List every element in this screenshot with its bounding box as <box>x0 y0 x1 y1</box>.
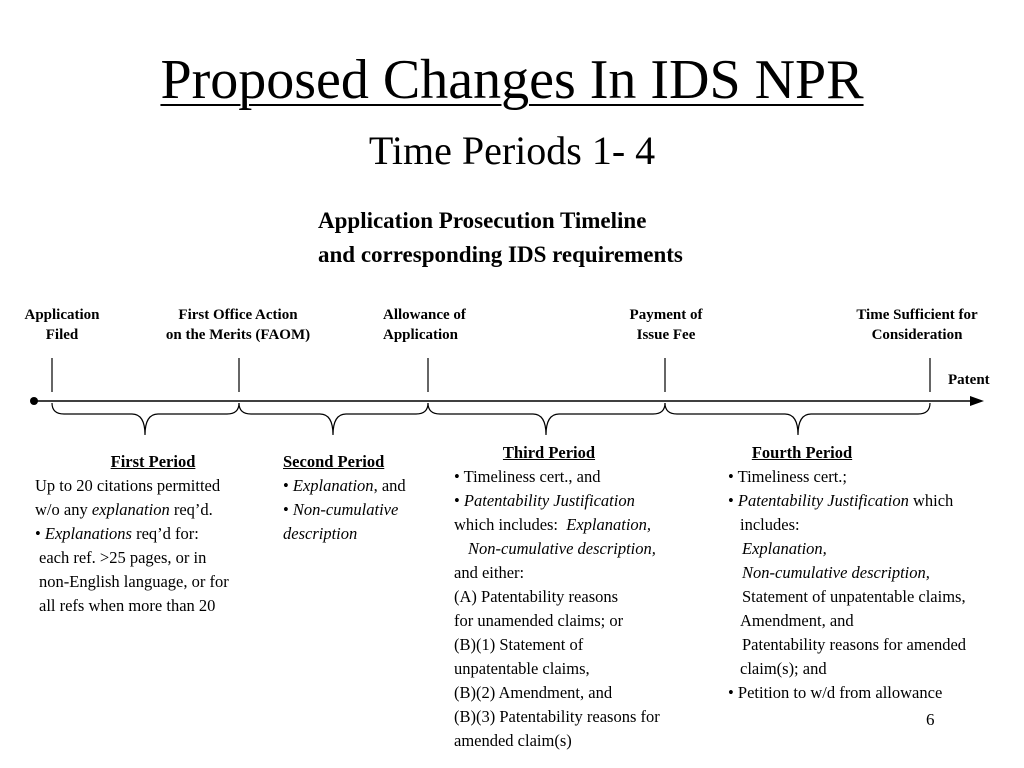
first-period-line: • Explanations req’d for: <box>35 524 199 543</box>
first-period-line: w/o any explanation req’d. <box>35 500 213 519</box>
third-period-line: (B)(1) Statement of <box>454 635 584 654</box>
milestone-label-line: Payment of <box>629 307 703 323</box>
brace-fourth-period <box>665 403 930 435</box>
first-period-heading: First Period <box>110 452 196 471</box>
second-period-block <box>283 450 406 546</box>
fourth-period-line: • Timeliness cert.; <box>728 467 847 486</box>
milestone-first-office-action <box>153 305 323 345</box>
third-period-line: unpatentable claims, <box>454 659 590 678</box>
fourth-period-line: Patentability reasons for amended <box>742 635 967 654</box>
timeline-start-dot <box>30 397 38 405</box>
timeline-heading-line-2: and corresponding IDS requirements <box>318 242 683 267</box>
fourth-period-line: includes: <box>740 515 800 534</box>
milestone-label-line: First Office Action <box>178 307 298 323</box>
brace-third-period <box>428 403 665 435</box>
second-period-line: • Explanation, and <box>283 476 406 495</box>
fourth-period-line: claim(s); and <box>740 659 827 678</box>
page-number: 6 <box>926 710 935 729</box>
third-period-line: (A) Patentability reasons <box>454 587 619 606</box>
fourth-period-line: • Patentability Justification which <box>728 491 954 510</box>
first-period-block <box>35 450 271 618</box>
fourth-period-block <box>728 441 966 705</box>
first-period-line: Up to 20 citations permitted <box>35 476 221 495</box>
first-period-line: all refs when more than 20 <box>39 596 216 615</box>
second-period-line: • Non-cumulative <box>283 500 399 519</box>
third-period-block <box>454 441 660 753</box>
milestone-label-line: Allowance of <box>383 307 466 323</box>
timeline-heading <box>318 204 683 272</box>
milestone-label-line: on the Merits (FAOM) <box>165 327 311 343</box>
brace-second-period <box>239 403 428 435</box>
third-period-line: which includes: Explanation, <box>454 515 652 534</box>
milestone-label-line: Application <box>383 327 459 343</box>
milestone-label-line: Consideration <box>871 327 963 343</box>
timeline-graphic <box>0 340 1024 440</box>
third-period-line: and either: <box>454 563 525 582</box>
patent-label: Patent <box>948 372 990 388</box>
slide-title: Proposed Changes In IDS NPR <box>160 49 864 111</box>
third-period-line: (B)(3) Patentability reasons for <box>454 707 660 726</box>
milestone-application-filed <box>18 305 106 345</box>
third-period-line: • Patentability Justification <box>454 491 635 510</box>
third-period-line: (B)(2) Amendment, and <box>454 683 613 702</box>
first-period-line: each ref. >25 pages, or in <box>39 548 207 567</box>
third-period-heading: Third Period <box>502 443 596 462</box>
third-period-line: • Timeliness cert., and <box>454 467 601 486</box>
first-period-line: non-English language, or for <box>39 572 229 591</box>
milestone-time-sufficient <box>842 305 992 345</box>
third-period-line: amended claim(s) <box>454 731 572 750</box>
second-period-line: description <box>283 524 358 543</box>
fourth-period-line: Amendment, and <box>740 611 854 630</box>
fourth-period-line: Non-cumulative description, <box>742 563 930 582</box>
second-period-heading: Second Period <box>283 452 385 471</box>
milestone-label-line: Time Sufficient for <box>856 307 978 323</box>
milestone-allowance <box>383 305 483 345</box>
slide-subtitle: Time Periods 1- 4 <box>368 128 656 173</box>
milestone-label-line: Filed <box>45 327 79 343</box>
fourth-period-line: Statement of unpatentable claims, <box>742 587 966 606</box>
milestone-label-line: Application <box>24 307 100 323</box>
timeline-arrowhead <box>970 396 984 406</box>
fourth-period-line: • Petition to w/d from allowance <box>728 683 943 702</box>
fourth-period-line: Explanation, <box>742 539 827 558</box>
fourth-period-heading: Fourth Period <box>751 443 853 462</box>
third-period-line: Non-cumulative description, <box>468 539 656 558</box>
brace-first-period <box>52 403 239 435</box>
third-period-line: for unamended claims; or <box>454 611 624 630</box>
milestone-label-line: Issue Fee <box>636 327 696 343</box>
milestone-payment-issue-fee <box>616 305 716 345</box>
timeline-heading-line-1: Application Prosecution Timeline <box>318 208 647 233</box>
